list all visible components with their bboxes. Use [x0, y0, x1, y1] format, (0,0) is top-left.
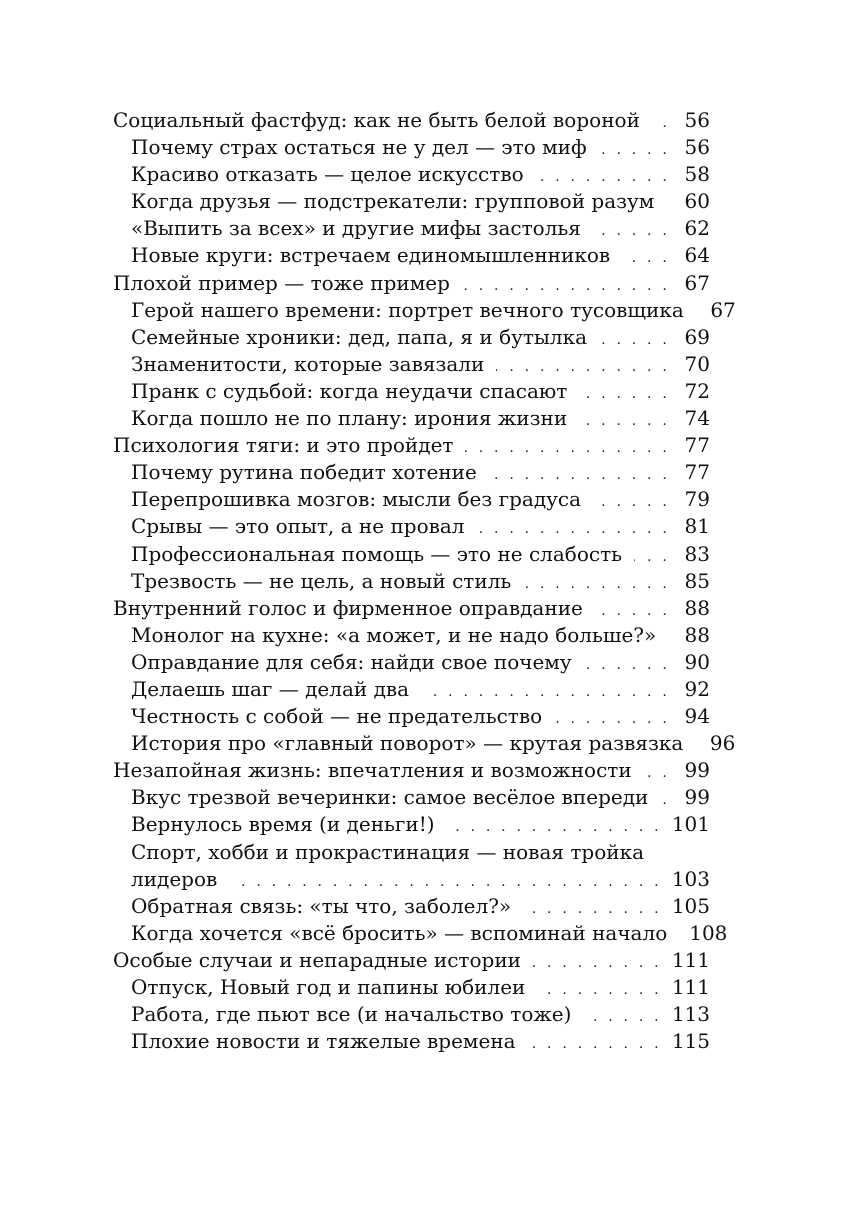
toc-page-number: 56 [684, 108, 710, 132]
toc-entry-title: Почему рутина победит хотение [131, 460, 477, 485]
toc-entry-title: Плохие новости и тяжелые времена [131, 1029, 516, 1054]
toc-entry-title: Почему страх остаться не у дел — это миф [131, 135, 587, 160]
toc-subentry [113, 134, 710, 161]
toc-subentry [113, 215, 710, 242]
dot-leader [660, 787, 670, 814]
toc-page-number: 111 [671, 975, 710, 999]
toc-page-number: 56 [684, 135, 710, 160]
dot-leader [599, 327, 670, 354]
toc-page-number: 79 [684, 487, 710, 512]
dot-leader [584, 652, 670, 679]
dot-leader [593, 218, 670, 245]
dot-leader [666, 191, 670, 218]
toc-page-number: 115 [671, 1029, 710, 1054]
toc-subentry [113, 1001, 710, 1028]
toc-entry-title: Вернулось время (и деньги!) [131, 812, 435, 837]
dot-leader [652, 110, 670, 137]
dot-leader [579, 408, 670, 435]
toc-subentry [113, 811, 710, 838]
toc-page-number: 83 [684, 541, 710, 566]
toc-page-number: 85 [684, 568, 710, 593]
toc-subentry [113, 676, 710, 703]
toc-page-number: 88 [684, 622, 710, 647]
toc-page-number: 111 [671, 947, 710, 972]
dot-leader [229, 869, 662, 896]
dot-leader [644, 760, 670, 787]
toc-subentry [113, 188, 710, 215]
toc-entry-title: Новые круги: встречаем единомышленников [131, 243, 611, 268]
toc-subentry [113, 513, 710, 540]
toc-subentry [113, 974, 710, 1001]
toc-page-number: 64 [684, 243, 710, 268]
toc-entry-title: Психология тяги: и это пройдет [113, 433, 454, 458]
toc-entry-title: Плохой пример — тоже пример [113, 270, 450, 295]
toc-page-number: 77 [684, 433, 710, 458]
toc-subentry [113, 568, 710, 595]
toc-page-number: 67 [684, 270, 710, 295]
toc-entry-title: Трезвость — не цель, а новый стиль [131, 568, 512, 593]
toc-subentry [113, 839, 710, 866]
dot-leader [465, 435, 670, 462]
dot-leader [579, 381, 670, 408]
toc-subentry [113, 784, 710, 811]
toc-page-number: 113 [671, 1002, 710, 1027]
dot-leader [523, 571, 670, 598]
toc-subentry [113, 242, 710, 269]
dot-leader [554, 706, 670, 733]
toc-subentry [113, 324, 710, 351]
dot-leader [593, 489, 670, 516]
toc-entry-title: Семейные хроники: дед, папа, я и бутылка [131, 324, 587, 349]
toc-entry-title: Герой нашего времени: портрет вечного тусовщика [131, 297, 684, 322]
toc-page-number: 92 [684, 676, 710, 701]
dot-leader [421, 679, 670, 706]
toc-subentry [113, 541, 710, 568]
toc-subentry [113, 866, 710, 893]
table-of-contents [113, 107, 736, 1055]
toc-entry-title: Срывы — это опыт, а не провал [131, 514, 465, 539]
toc-page-number: 72 [684, 378, 710, 403]
toc-entry-title: Обратная связь: «ты что, заболел?» [131, 893, 512, 918]
toc-page-number: 108 [689, 920, 728, 945]
toc-page-number: 69 [684, 324, 710, 349]
dot-leader [528, 1031, 662, 1058]
toc-subentry [113, 920, 728, 947]
toc-entry-title: Спорт, хобби и прокрастинация — новая тройка [131, 839, 644, 864]
dot-leader [622, 245, 670, 272]
toc-page-number: 88 [684, 595, 710, 620]
dot-leader [536, 164, 670, 191]
toc-subentry [113, 405, 710, 432]
dot-leader [477, 516, 670, 543]
toc-page-number: 67 [710, 297, 736, 322]
toc-subentry [113, 730, 736, 757]
toc-entry-title: Пранк с судьбой: когда неудачи спасают [131, 378, 568, 403]
toc-entry-title: Делаешь шаг — делай два [131, 676, 410, 701]
toc-entry-title: Монолог на кухне: «а может, и не надо больше?» [131, 622, 657, 647]
dot-leader [533, 950, 662, 977]
toc-entry-title: Знаменитости, которые завязали [131, 351, 485, 376]
toc-page-number: 81 [684, 514, 710, 539]
toc-subentry [113, 649, 710, 676]
toc-entry-title: Отпуск, Новый год и папины юбилеи [131, 975, 526, 999]
toc-page-number: 105 [671, 893, 710, 918]
toc-page-number: 74 [684, 406, 710, 431]
dot-leader [489, 462, 670, 489]
toc-page-number: 58 [684, 162, 710, 187]
toc-page-number: 60 [684, 189, 710, 214]
toc-page-number: 90 [684, 649, 710, 674]
dot-leader [583, 1004, 661, 1031]
toc-subentry [113, 459, 710, 486]
toc-entry-title: Когда друзья — подстрекатели: групповой разум [131, 189, 655, 214]
toc-entry-title: Вкус трезвой вечеринки: самое весёлое впереди [131, 785, 649, 810]
dot-leader [537, 977, 661, 1004]
toc-page-number: 70 [684, 351, 710, 376]
toc-subentry [113, 161, 710, 188]
toc-page-number: 94 [684, 704, 710, 729]
toc-entry-title: Перепрошивка мозгов: мысли без градуса [131, 487, 582, 512]
toc-subentry [113, 297, 736, 324]
toc-subentry [113, 703, 710, 730]
toc-entry-title: Когда пошло не по плану: ирония жизни [131, 406, 568, 431]
toc-subentry [113, 351, 710, 378]
toc-entry-title: Социальный фастфуд: как не быть белой вороной [113, 108, 640, 132]
toc-chapter-entry [113, 270, 710, 297]
toc-page-number: 96 [709, 731, 736, 756]
toc-page-number: 62 [684, 216, 710, 241]
toc-entry-title: Незапойная жизнь: впечатления и возможности [113, 758, 632, 783]
toc-page-number: 101 [671, 812, 710, 837]
toc-entry-title: лидеров [131, 866, 218, 891]
toc-chapter-entry [113, 947, 710, 974]
toc-subentry [113, 893, 710, 920]
toc-entry-title: «Выпить за всех» и другие мифы застолья [131, 216, 581, 241]
toc-subentry [113, 378, 710, 405]
dot-leader [595, 598, 670, 625]
dot-leader [634, 544, 670, 571]
dot-leader [668, 625, 670, 652]
dot-leader [447, 814, 662, 841]
toc-entry-title: Когда хочется «всё бросить» — вспоминай начало [131, 920, 668, 945]
toc-chapter-entry [113, 432, 710, 459]
toc-entry-title: Красиво отказать — целое искусство [131, 162, 524, 187]
dot-leader [599, 137, 670, 164]
dot-leader [496, 354, 670, 381]
toc-page-number: 99 [684, 785, 710, 810]
toc-page-number: 77 [684, 460, 710, 485]
dot-leader [462, 273, 670, 300]
toc-page-number: 99 [684, 758, 710, 783]
toc-subentry [113, 622, 710, 649]
toc-subentry [113, 486, 710, 513]
toc-chapter-entry [113, 757, 710, 784]
toc-entry-title: История про «главный поворот» — крутая развязка [131, 731, 684, 756]
toc-chapter-entry [113, 107, 710, 134]
toc-entry-title: Оправдание для себя: найди свое почему [131, 649, 572, 674]
toc-entry-title: Внутренний голос и фирменное оправдание [113, 595, 583, 620]
toc-entry-title: Честность с собой — не предательство [131, 704, 543, 729]
toc-page-number: 103 [671, 866, 710, 891]
toc-entry-title: Профессиональная помощь — это не слабость [131, 541, 623, 566]
toc-chapter-entry [113, 595, 710, 622]
dot-leader [523, 896, 662, 923]
toc-entry-title: Работа, где пьют все (и начальство тоже) [131, 1002, 572, 1027]
toc-subentry [113, 1028, 710, 1055]
toc-entry-title: Особые случаи и непарадные истории [113, 947, 521, 972]
